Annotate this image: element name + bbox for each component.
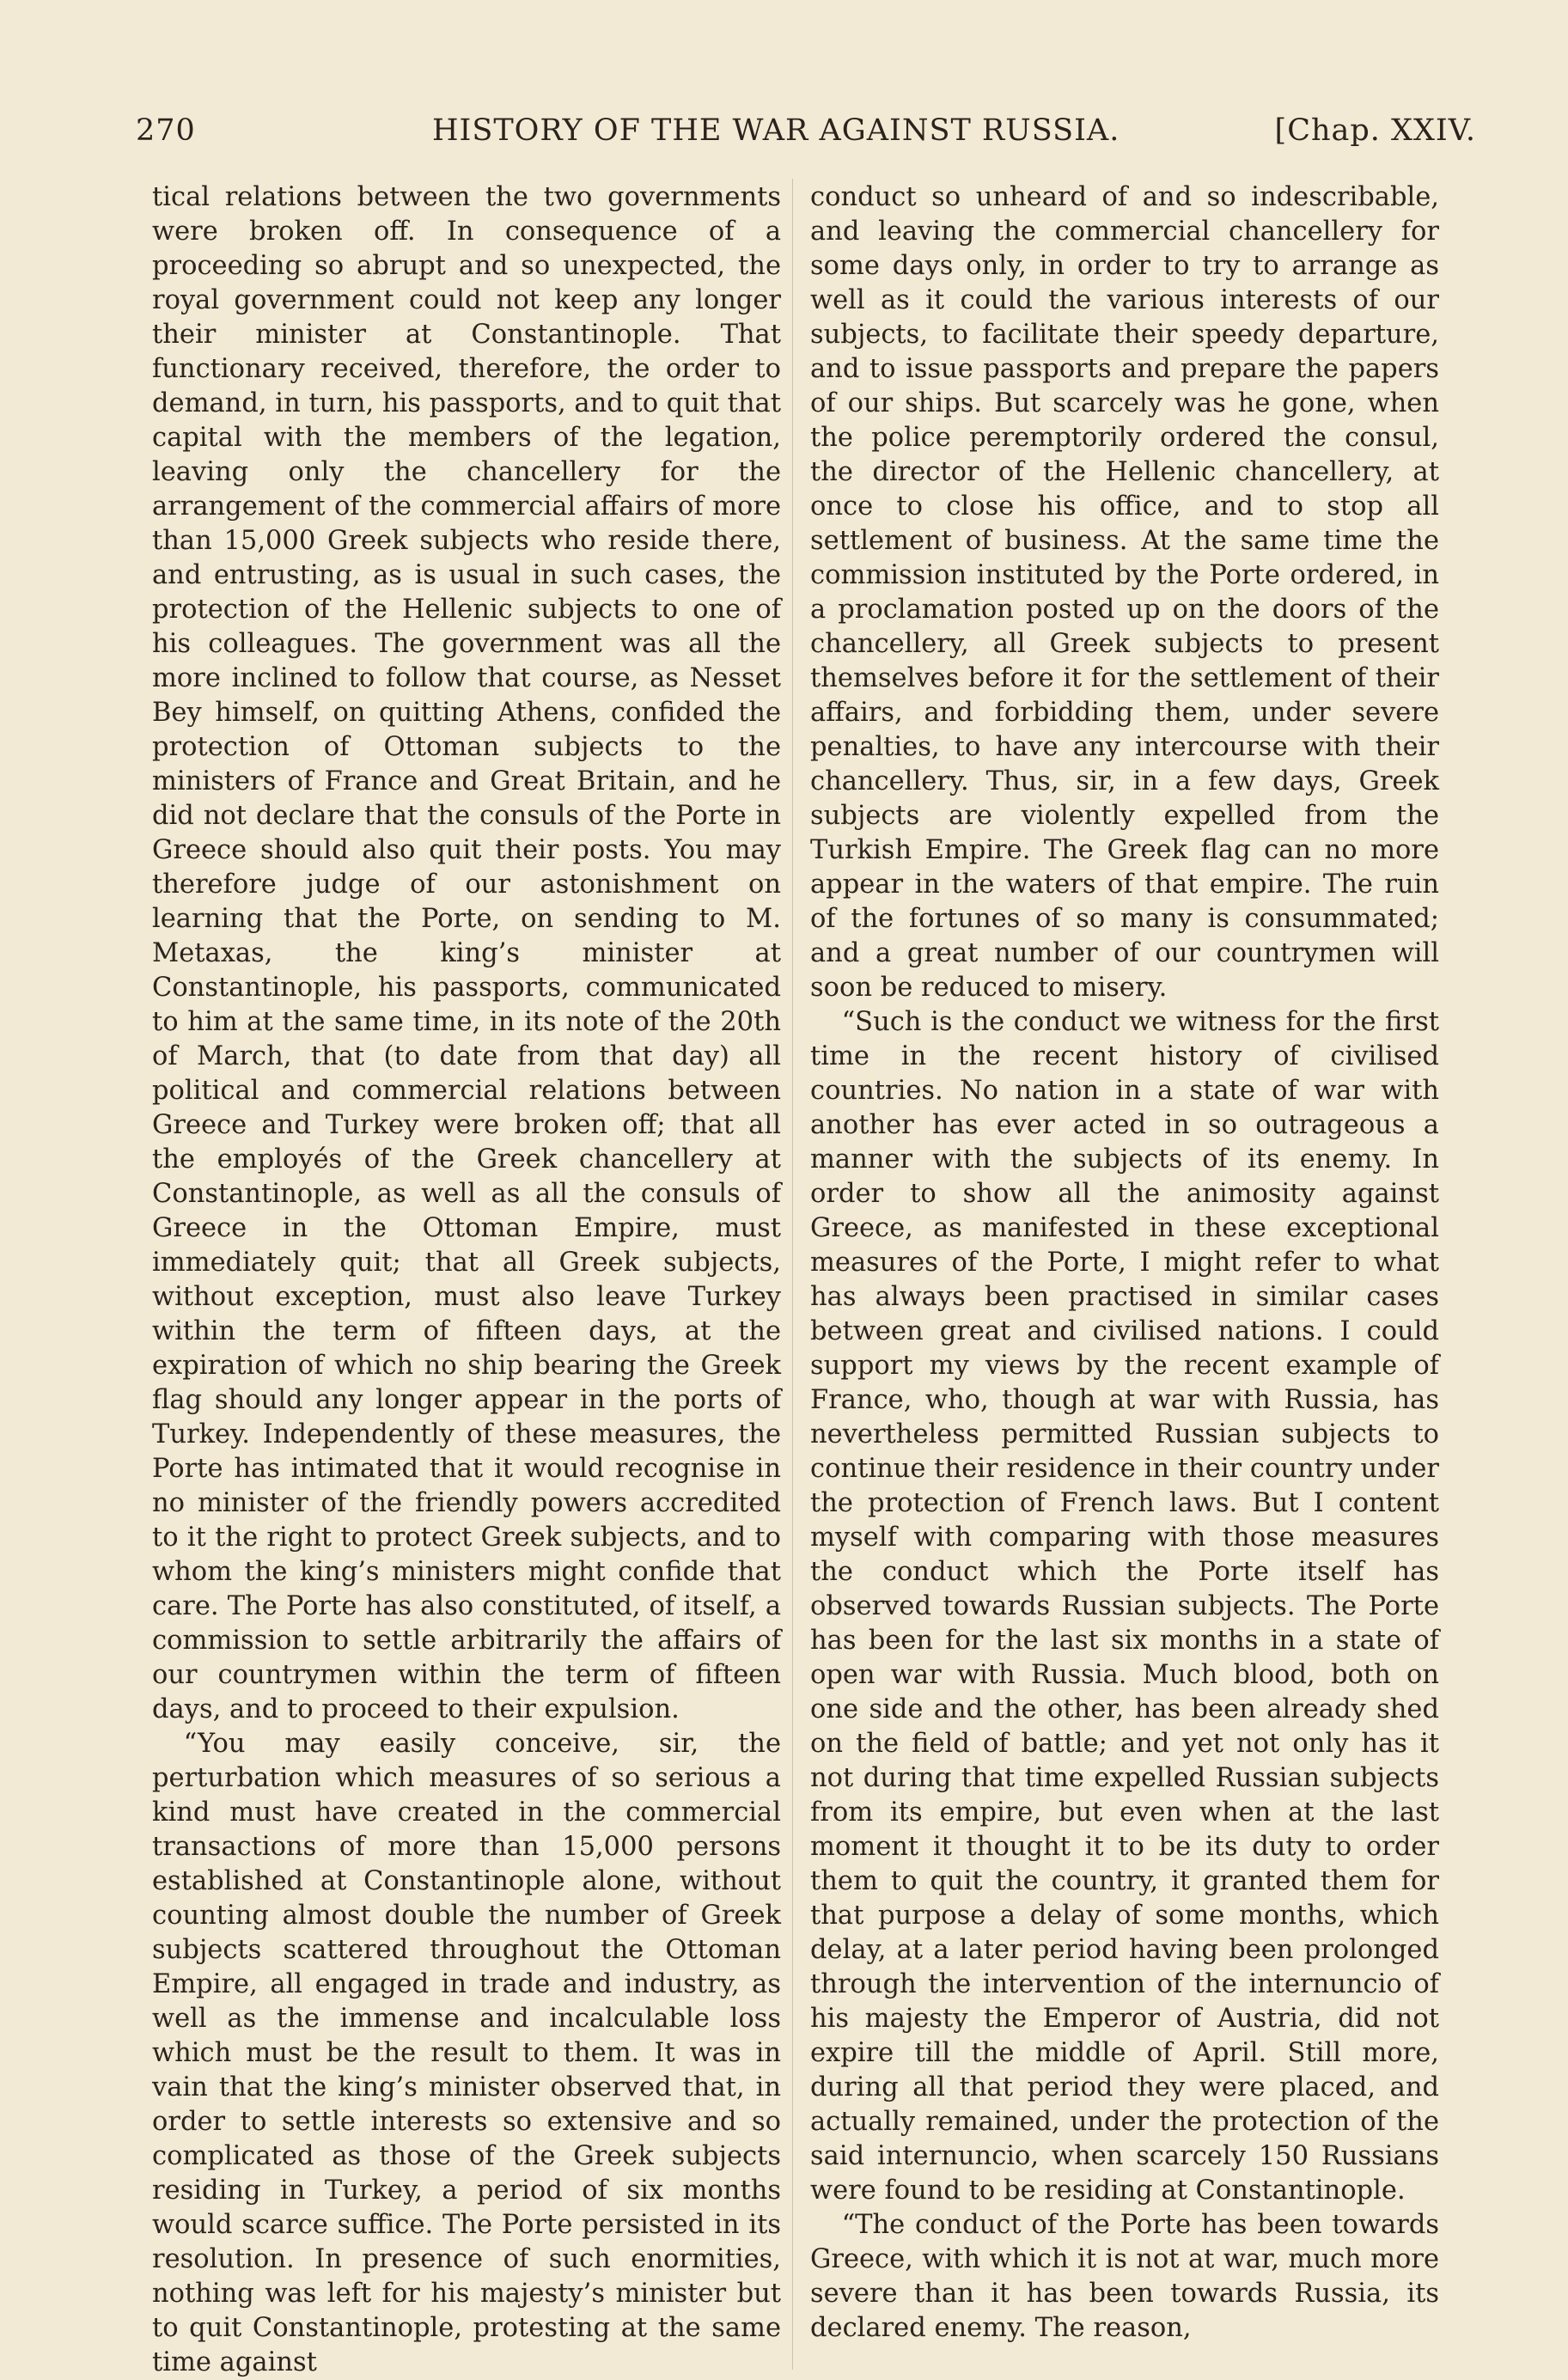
paragraph: “You may easily conceive, sir, the perturbation which measures of so serious a kind must have created in the commercial transactions of more than 15,000 persons established at Constantinople alone, without counting almost double the number of Greek subjects scattered throughout the Ottoman Empire, all engaged in trade and industry, as well as the immense and incalculable loss which must be the result to them. It was in vain that the king’s minister observed that, in order to settle interests so extensive and so complicated as those of the Greek subjects residing in Turkey, a period of six months would scarce suffice. The Porte persisted in its resolution. In presence of such enormities, nothing was left for his majesty’s minister but to quit Constantinople, protesting at the same time against	[152, 1729, 781, 2377]
paragraph: “The conduct of the Porte has been towards Greece, with which it is not at war, much more severe than it has been towards Russia, its declared enemy. The reason,	[810, 2210, 1439, 2343]
page-header	[136, 105, 1476, 156]
page-number: 270	[136, 113, 196, 148]
paragraph: conduct so unheard of and so indescribable, and leaving the commercial chancellery for some days only, in order to try to arrange as well as it could the various interests of our subjects, to facilitate their speedy departure, and to issue passports and prepare the papers of our ships. But scarcely was he gone, when the police peremptorily ordered the consul, the director of the Hellenic chancellery, at once to close his office, and to stop all settlement of business. At the same time the commission instituted by the Porte ordered, in a proclamation posted up on the doors of the chancellery, all Greek subjects to present themselves before it for the settlement of their affairs, and forbidding them, under severe penalties, to have any intercourse with their chancellery. Thus, sir, in a few days, Greek subjects are violently expelled from the Turkish Empire. The Greek flag can no more appear in the waters of that empire. The ruin of the fortunes of so many is consummated; and a great number of our countrymen will soon be reduced to misery.	[810, 182, 1439, 1003]
chapter-reference: [Chap. XXIV.	[1274, 113, 1476, 148]
running-title: HISTORY OF THE WAR AGAINST RUSSIA.	[432, 113, 1120, 148]
right-column	[810, 180, 1439, 2346]
column-divider	[792, 179, 793, 2370]
paragraph: tical relations between the two governments were broken off. In consequence of a proceeding so abrupt and so unexpected, the royal government could not keep any longer their minister at Constantinople. That functionary received, therefore, the order to demand, in turn, his passports, and to quit that capital with the members of the legation, leaving only the chancellery for the arrangement of the commercial affairs of more than 15,000 Greek subjects who reside there, and entrusting, as is usual in such cases, the protection of the Hellenic subjects to one of his colleagues. The government was all the more inclined to follow that course, as Nesset Bey himself, on quitting Athens, confided the protection of Ottoman subjects to the ministers of France and Great Britain, and he did not declare that the consuls of the Porte in Greece should also quit their posts. You may therefore judge of our astonishment on learning that the Porte, on sending to M. Metaxas, the king’s minister at Constantinople, his passports, communicated to him at the same time, in its note of the 20th of March, that (to date from that day) all political and commercial relations between Greece and Turkey were broken off; that all the employés of the Greek chancellery at Constantinople, as well as all the consuls of Greece in the Ottoman Empire, must immediately quit; that all Greek subjects, without exception, must also leave Turkey within the term of fifteen days, at the expiration of which no ship bearing the Greek flag should any longer appear in the ports of Turkey. Independently of these measures, the Porte has intimated that it would recognise in no minister of the friendly powers accredited to it the right to protect Greek subjects, and to whom the king’s ministers might confide that care. The Porte has also constituted, of itself, a commission to settle arbitrarily the affairs of our countrymen within the term of fifteen days, and to proceed to their expulsion.	[152, 182, 781, 1724]
paragraph: “Such is the conduct we witness for the first time in the recent history of civilised countries. No nation in a state of war with another has ever acted in so outrageous a manner with the subjects of its enemy. In order to show all the animosity against Greece, as manifested in these exceptional measures of the Porte, I might refer to what has always been practised in similar cases between great and civilised nations. I could support my views by the recent example of France, who, though at war with Russia, has nevertheless permitted Russian subjects to continue their residence in their country under the protection of French laws. But I content myself with comparing with those measures the conduct which the Porte itself has observed towards Russian subjects. The Porte has been for the last six months in a state of open war with Russia. Much blood, both on one side and the other, has been already shed on the field of battle; and yet not only has it not during that time expelled Russian subjects from its empire, but even when at the last moment it thought it to be its duty to order them to quit the country, it granted them for that purpose a delay of some months, which delay, at a later period having been prolonged through the intervention of the internuncio of his majesty the Emperor of Austria, did not expire till the middle of April. Still more, during all that period they were placed, and actually remained, under the protection of the said internuncio, when scarcely 150 Russians were found to be residing at Constantinople.	[810, 1007, 1439, 2206]
left-column	[152, 180, 781, 2380]
